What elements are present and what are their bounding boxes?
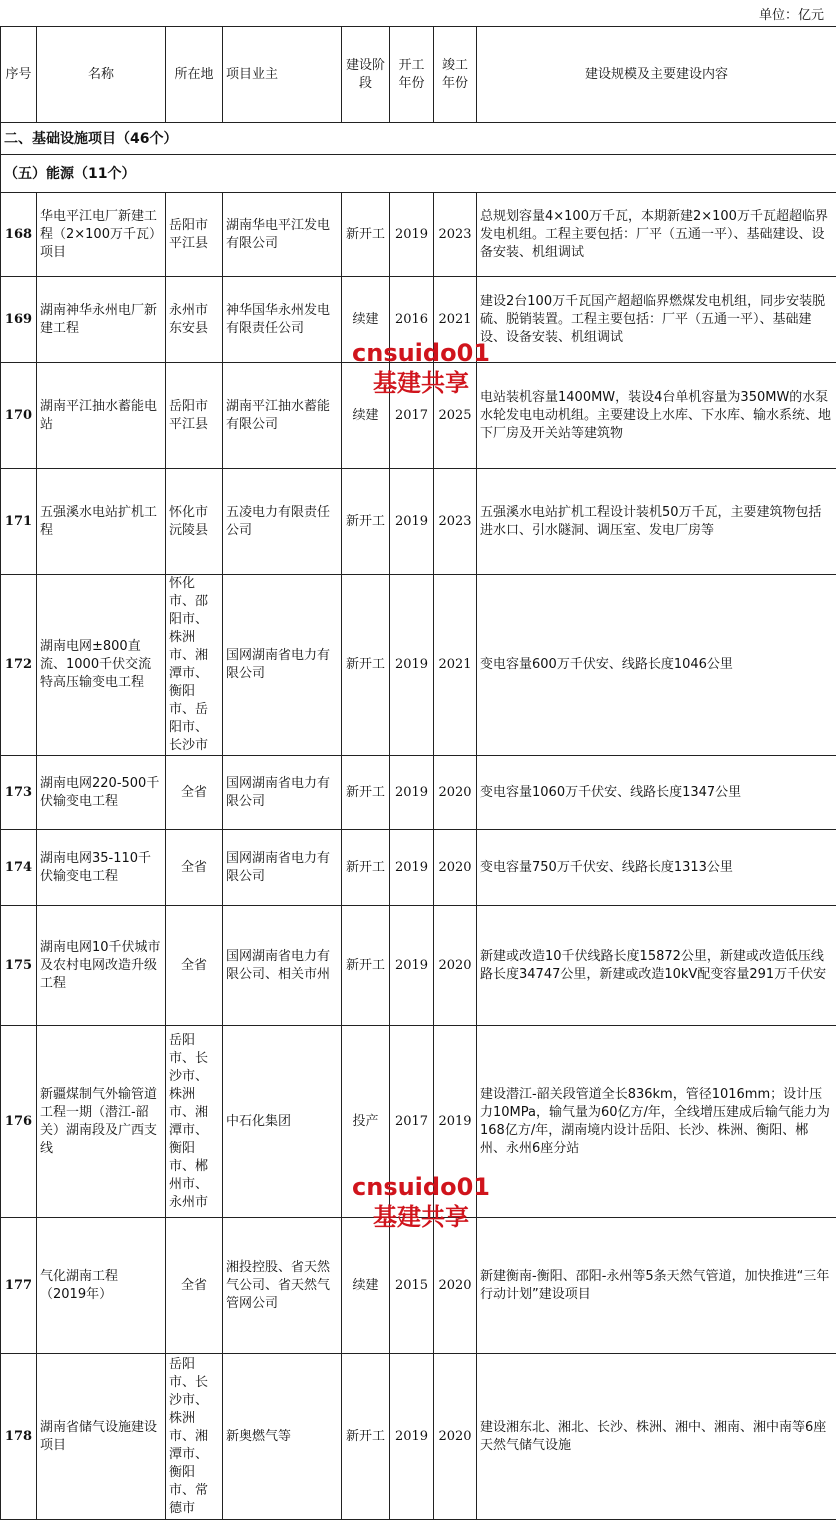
row-owner: 国网湖南省电力有限公司 — [223, 756, 342, 830]
row-owner: 神华国华永州发电有限责任公司 — [223, 277, 342, 363]
row-start: 2019 — [390, 830, 434, 906]
row-name: 华电平江电厂新建工程（2×100万千瓦）项目 — [37, 193, 166, 277]
row-end: 2019 — [434, 1026, 477, 1218]
row-content: 变电容量1060万千伏安、线路长度1347公里 — [477, 756, 836, 830]
row-owner: 湖南华电平江发电有限公司 — [223, 193, 342, 277]
row-location: 岳阳市平江县 — [166, 363, 223, 469]
row-end: 2023 — [434, 469, 477, 575]
table-row — [1, 1026, 836, 1218]
row-start: 2019 — [390, 575, 434, 756]
table-row — [1, 906, 836, 1026]
row-owner: 中石化集团 — [223, 1026, 342, 1218]
row-start: 2019 — [390, 906, 434, 1026]
watermark-line1: cnsuido01 — [352, 339, 490, 367]
row-content: 新建或改造10千伏线路长度15872公里，新建或改造低压线路长度34747公里，新建或改造10kV配变容量291万千伏安 — [477, 906, 836, 1026]
header-owner: 项目业主 — [223, 27, 342, 123]
row-seq: 178 — [1, 1354, 37, 1520]
row-location: 岳阳市、长沙市、株洲市、湘潭市、衡阳市、郴州市、永州市 — [166, 1026, 223, 1218]
row-name: 五强溪水电站扩机工程 — [37, 469, 166, 575]
row-stage: 新开工 — [342, 469, 390, 575]
header-seq: 序号 — [1, 27, 37, 123]
row-stage: 续建 — [342, 363, 390, 469]
row-seq: 175 — [1, 906, 37, 1026]
row-name: 湖南平江抽水蓄能电站 — [37, 363, 166, 469]
header-location: 所在地 — [166, 27, 223, 123]
section-title: 二、基础设施项目（46个） — [1, 123, 836, 155]
row-owner: 国网湖南省电力有限公司、相关市州 — [223, 906, 342, 1026]
row-location: 全省 — [166, 756, 223, 830]
table-row — [1, 469, 836, 575]
row-location: 全省 — [166, 1218, 223, 1354]
row-name: 湖南省储气设施建设项目 — [37, 1354, 166, 1520]
table-row — [1, 830, 836, 906]
row-seq: 169 — [1, 277, 37, 363]
row-start: 2019 — [390, 1354, 434, 1520]
row-stage: 新开工 — [342, 1354, 390, 1520]
row-stage: 续建 — [342, 1218, 390, 1354]
row-name: 湖南电网±800直流、1000千伏交流特高压输变电工程 — [37, 575, 166, 756]
table-row — [1, 575, 836, 756]
header-name: 名称 — [37, 27, 166, 123]
row-owner: 国网湖南省电力有限公司 — [223, 575, 342, 756]
row-owner: 湘投控股、省天然气公司、省天然气管网公司 — [223, 1218, 342, 1354]
header-start: 开工年份 — [390, 27, 434, 123]
row-owner: 五凌电力有限责任公司 — [223, 469, 342, 575]
header-content: 建设规模及主要建设内容 — [477, 27, 836, 123]
row-seq: 171 — [1, 469, 37, 575]
row-seq: 177 — [1, 1218, 37, 1354]
row-end: 2020 — [434, 756, 477, 830]
row-content: 建设湘东北、湘北、长沙、株洲、湘中、湘南、湘中南等6座天然气储气设施 — [477, 1354, 836, 1520]
row-end: 2021 — [434, 575, 477, 756]
row-location: 全省 — [166, 906, 223, 1026]
row-seq: 172 — [1, 575, 37, 756]
row-stage: 续建 — [342, 277, 390, 363]
row-location: 全省 — [166, 830, 223, 906]
row-name: 湖南电网220-500千伏输变电工程 — [37, 756, 166, 830]
row-end: 2020 — [434, 1354, 477, 1520]
header-row — [1, 27, 836, 123]
row-stage: 新开工 — [342, 756, 390, 830]
row-start: 2017 — [390, 363, 434, 469]
row-stage: 投产 — [342, 1026, 390, 1218]
row-start: 2019 — [390, 469, 434, 575]
row-location: 岳阳市平江县 — [166, 193, 223, 277]
row-start: 2016 — [390, 277, 434, 363]
subsection-row — [1, 155, 836, 193]
row-name: 湖南电网10千伏城市及农村电网改造升级工程 — [37, 906, 166, 1026]
row-stage: 新开工 — [342, 906, 390, 1026]
row-seq: 174 — [1, 830, 37, 906]
row-start: 2015 — [390, 1218, 434, 1354]
watermark-line2: 基建共享 — [372, 369, 469, 397]
row-location: 怀化市、邵阳市、株洲市、湘潭市、衡阳市、岳阳市、长沙市 — [166, 575, 223, 756]
row-location: 岳阳市、长沙市、株洲市、湘潭市、衡阳市、常德市 — [166, 1354, 223, 1520]
row-content: 电站装机容量1400MW，装设4台单机容量为350MW的水泵水轮发电电动机组。主要建设上水库、下水库、输水系统、地下厂房及开关站等建筑物 — [477, 363, 836, 469]
row-content: 建设潜江-韶关段管道全长836km，管径1016mm；设计压力10MPa，输气量为60亿方/年，全线增压建成后输气能力为168亿方/年，湖南境内设计岳阳、长沙、株洲、衡阳、郴州、永州6座分站 — [477, 1026, 836, 1218]
row-location: 永州市东安县 — [166, 277, 223, 363]
row-content: 五强溪水电站扩机工程设计装机50万千瓦，主要建筑物包括进水口、引水隧洞、调压室、发电厂房等 — [477, 469, 836, 575]
row-content: 变电容量600万千伏安、线路长度1046公里 — [477, 575, 836, 756]
row-start: 2017 — [390, 1026, 434, 1218]
row-stage: 新开工 — [342, 193, 390, 277]
header-stage: 建设阶段 — [342, 27, 390, 123]
row-content: 建设2台100万千瓦国产超超临界燃煤发电机组，同步安装脱硫、脱销装置。工程主要包括：厂平（五通一平）、基础建设、设备安装、机组调试 — [477, 277, 836, 363]
row-name: 气化湖南工程（2019年） — [37, 1218, 166, 1354]
table-row — [1, 1354, 836, 1520]
row-end: 2025 — [434, 363, 477, 469]
row-content: 总规划容量4×100万千瓦，本期新建2×100万千瓦超超临界发电机组。工程主要包括：厂平（五通一平）、基础建设、设备安装、机组调试 — [477, 193, 836, 277]
project-table — [0, 26, 836, 1520]
watermark-line2: 基建共享 — [372, 1203, 469, 1231]
row-start: 2019 — [390, 193, 434, 277]
row-stage: 新开工 — [342, 575, 390, 756]
row-content: 变电容量750万千伏安、线路长度1313公里 — [477, 830, 836, 906]
table-row — [1, 193, 836, 277]
row-name: 湖南电网35-110千伏输变电工程 — [37, 830, 166, 906]
subsection-title: （五）能源（11个） — [1, 155, 836, 193]
table-row — [1, 756, 836, 830]
header-end: 竣工年份 — [434, 27, 477, 123]
row-name: 湖南神华永州电厂新建工程 — [37, 277, 166, 363]
row-end: 2020 — [434, 906, 477, 1026]
row-seq: 170 — [1, 363, 37, 469]
row-seq: 168 — [1, 193, 37, 277]
table-row — [1, 277, 836, 363]
row-end: 2023 — [434, 193, 477, 277]
row-end: 2021 — [434, 277, 477, 363]
watermark-line1: cnsuido01 — [352, 1173, 490, 1201]
row-owner: 国网湖南省电力有限公司 — [223, 830, 342, 906]
row-name: 新疆煤制气外输管道工程一期（潜江-韶关）湖南段及广西支线 — [37, 1026, 166, 1218]
row-owner: 新奥燃气等 — [223, 1354, 342, 1520]
row-location: 怀化市沅陵县 — [166, 469, 223, 575]
section-row — [1, 123, 836, 155]
row-seq: 173 — [1, 756, 37, 830]
row-start: 2019 — [390, 756, 434, 830]
row-seq: 176 — [1, 1026, 37, 1218]
table-row — [1, 363, 836, 469]
table-row — [1, 1218, 836, 1354]
row-end: 2020 — [434, 830, 477, 906]
row-end: 2020 — [434, 1218, 477, 1354]
row-content: 新建衡南-衡阳、邵阳-永州等5条天然气管道，加快推进“三年行动计划”建设项目 — [477, 1218, 836, 1354]
row-owner: 湖南平江抽水蓄能有限公司 — [223, 363, 342, 469]
unit-label: 单位：亿元 — [758, 8, 824, 23]
row-stage: 新开工 — [342, 830, 390, 906]
